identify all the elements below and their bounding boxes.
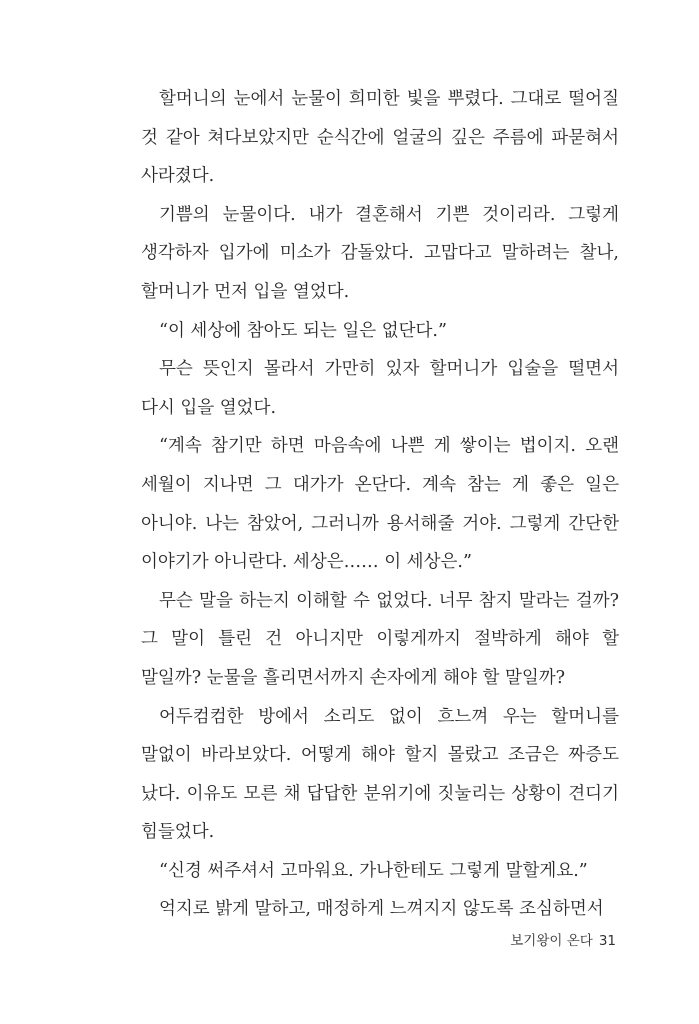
paragraph: 무슨 뜻인지 몰라서 가만히 있자 할머니가 입술을 떨면서 다시 입을 열었다. (141, 359, 619, 418)
page-number: 31 (598, 933, 616, 949)
running-title: 보기왕이 온다 (510, 933, 593, 949)
paragraph: 억지로 밝게 말하고, 매정하게 느껴지지 않도록 조심하면서 (159, 899, 604, 920)
page-footer (510, 929, 616, 949)
body-text (141, 80, 619, 929)
paragraph: “계속 참기만 하면 마음속에 나쁜 게 쌓이는 법이지. 오랜 세월이 지나면 그 대가가 온단다. 계속 참는 게 좋은 일은 아니야. 나는 참았어, 그러니까 용서해줄 거야. 그렇게 간단한 이야기가 아니란다. 세상은…… 이 세상은.” (141, 436, 619, 573)
paragraph: 어두컴컴한 방에서 소리도 없이 흐느껴 우는 할머니를 말없이 바라보았다. 어떻게 해야 할지 몰랐고 조금은 짜증도 났다. 이유도 모른 채 답답한 분위기에 짓눌리는 상황이 견디기 힘들었다. (141, 706, 619, 843)
paragraph: “이 세상에 참아도 되는 일은 없단다.” (159, 320, 447, 341)
paragraph: 할머니의 눈에서 눈물이 희미한 빛을 뿌렸다. 그대로 떨어질 것 같아 쳐다보았지만 순식간에 얼굴의 깊은 주름에 파묻혀서 사라졌다. (141, 89, 619, 187)
paragraph: “신경 써주셔서 고마워요. 가나한테도 그렇게 말할게요.” (159, 860, 588, 881)
paragraph: 기쁨의 눈물이다. 내가 결혼해서 기쁜 것이리라. 그렇게 생각하자 입가에 미소가 감돌았다. 고맙다고 말하려는 찰나, 할머니가 먼저 입을 열었다. (141, 204, 619, 302)
paragraph: 무슨 말을 하는지 이해할 수 없었다. 너무 참지 말라는 걸까? 그 말이 틀린 건 아니지만 이렇게까지 절박하게 해야 할 말일까? 눈물을 흘리면서까지 손자에게 해야 할 말일까? (141, 590, 619, 688)
